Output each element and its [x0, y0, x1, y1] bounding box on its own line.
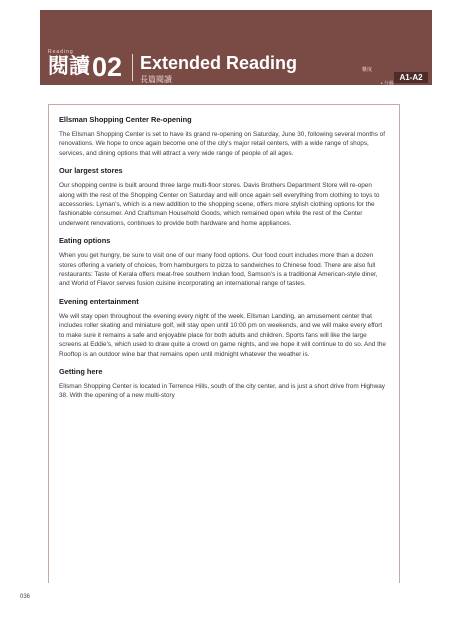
section-subtitle: 長篇閱讀: [140, 75, 172, 84]
section-header: [40, 10, 432, 85]
paragraph-eating-options: When you get hungry, be sure to visit one of our many food options. Our food court includes more than a dozen stores offering a variety of choices, from hamburgers to pizza to sandwiches to Chinese food. There are also full restaurants: Taste of Kerala offers meat-free southern Indian food, Samson's is a traditional American-style diner, and World of Flavor serves fusion cuisine incorporating an international range of tastes.: [59, 252, 378, 288]
section-number: 02: [92, 52, 123, 82]
article-content: [59, 115, 389, 583]
paragraph-getting-here: Ellsman Shopping Center is located in Terrence Hills, south of the city center, and is just a short drive from Highway 38. With the opening of a new multi-story: [59, 382, 385, 400]
section-small-label: Reading: [48, 49, 74, 55]
paragraph-reopening: The Ellsman Shopping Center is set to have its grand re-opening on Saturday, June 30, following several months of renovations. We hope to once again become one of the city's major retail centers, with a wide range of shops, services, and dining options that will attract a very wide range of people of all ages.: [59, 131, 385, 157]
level-top-label: 難度: [361, 67, 372, 73]
page-number: 036: [20, 594, 31, 600]
section-title: Extended Reading: [140, 53, 298, 73]
heading-eating-options: Eating options: [59, 236, 111, 246]
level-badge: A1-A2: [394, 72, 428, 83]
heading-largest-stores: Our largest stores: [59, 166, 123, 176]
heading-getting-here: Getting here: [59, 366, 103, 376]
level-label: • 分級: [380, 81, 394, 87]
article-box: [48, 104, 400, 583]
header-divider: [132, 54, 133, 81]
heading-reopening: Ellsman Shopping Center Re-opening: [59, 115, 192, 124]
paragraph-evening-entertainment: We will stay open throughout the evening every night of the week. Ellsman Landing, an amusement center that includes roller skating and miniature golf, will stay open until 10:00 pm on weekends, and we will make every effort to make sure it remains a safe and enjoyable place for both adults and children. Sports fans will like the large screens at Eddie's, which used to draw quite a crowd on game nights, and we hope it will continue to do so. And the Rooftop is an outdoor wine bar that remains open until midnight whatever the weather is.: [59, 312, 386, 358]
section-label-chinese: 閱讀: [48, 55, 90, 78]
heading-evening-entertainment: Evening entertainment: [59, 296, 139, 306]
paragraph-largest-stores: Our shopping centre is built around three large multi-floor stores. Davis Brothers Department Store will re-open along with the rest of the Shopping Center on Saturday and will once again sell everything from clothing to toys to accessories. Lyman's, which is a new addition to the shopping scene, offers more stylish clothing options for the fashionable consumer. And Craftsman Household Goods, which remained open while the rest of the Center underwent renovations, continues to provide both hardware and home appliances.: [59, 182, 380, 227]
